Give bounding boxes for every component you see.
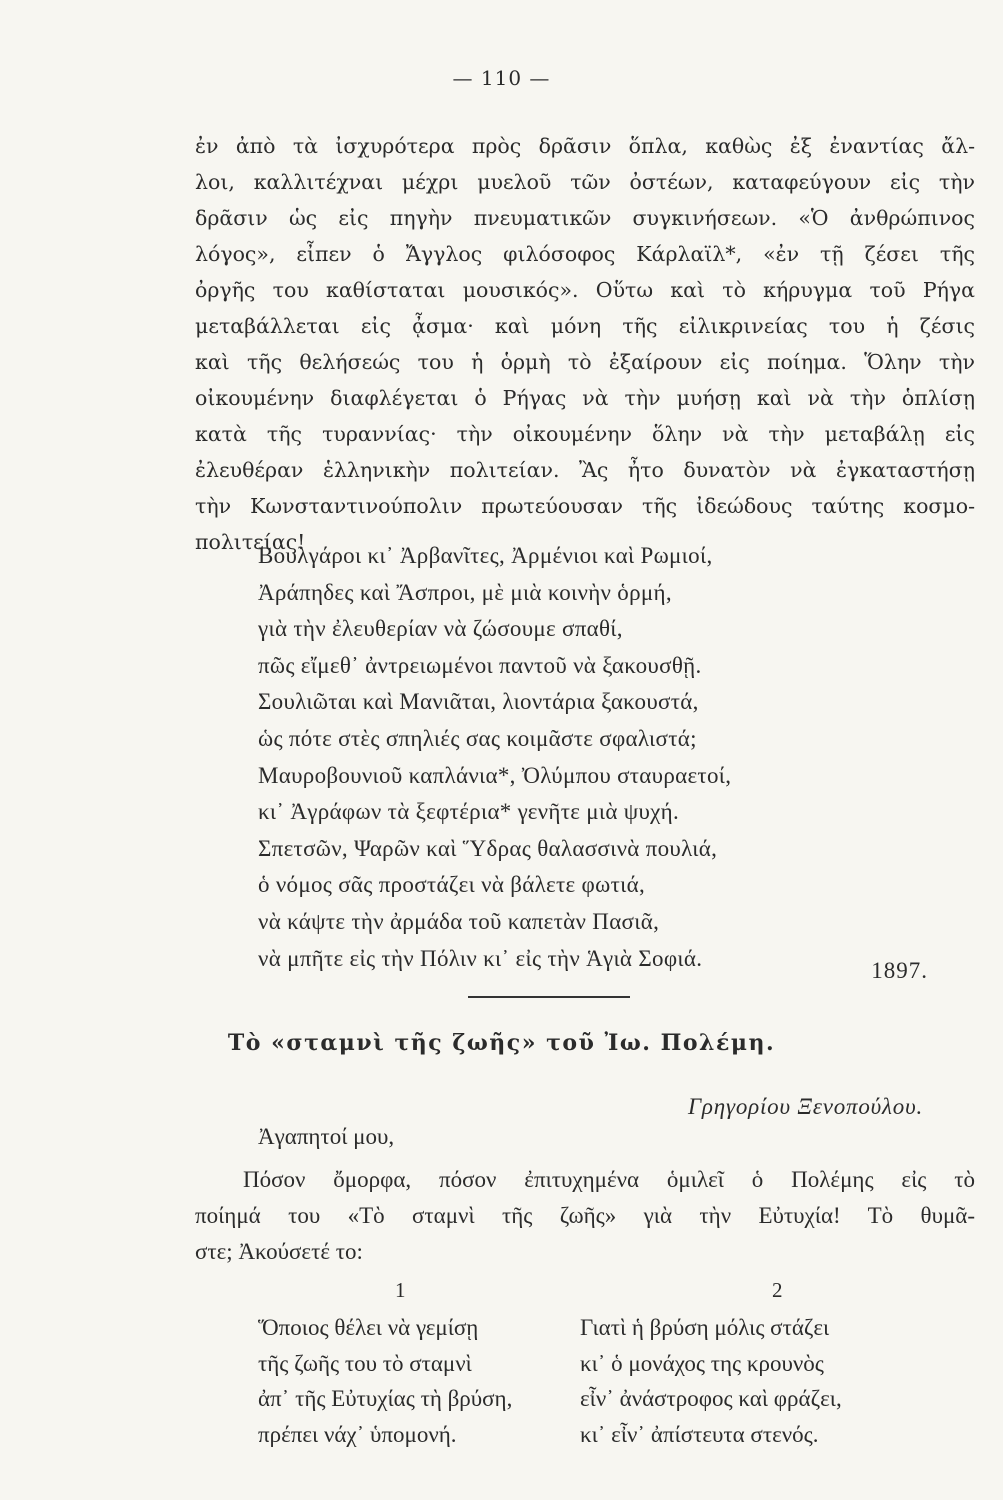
rigas-poem — [258, 538, 731, 977]
stanza-line: ἀπ᾿ τῆς Εὐτυχίας τὴ βρύση, — [258, 1386, 513, 1411]
poem-line: Σουλιῶται καὶ Μανιᾶται, λιοντάρια ξακουστά, — [258, 689, 699, 715]
stanza-1 — [258, 1310, 512, 1452]
stanza-line: κι᾿ εἶν᾿ ἀπίστευτα στενός. — [580, 1421, 819, 1447]
stanza-number-1: 1 — [395, 1278, 406, 1302]
prose-paragraph — [195, 128, 975, 560]
article-title: Τὸ «σταμνὶ τῆς ζωῆς» τοῦ Ἰω. Πολέμη. — [227, 1030, 776, 1056]
poem-line: νὰ μπῆτε εἰς τὴν Πόλιν κι᾿ εἰς τὴν Ἁγιὰ Σοφιά. — [258, 945, 703, 971]
poem-line: ὁ νόμος σᾶς προστάζει νὰ βάλετε φωτιά, — [258, 872, 646, 898]
poem-line: Μαυροβουνιοῦ καπλάνια*, Ὀλύμπου σταυραετοί, — [258, 762, 732, 788]
intro-line: ποίημά του «Τὸ σταμνὶ τῆς ζωῆς» γιὰ τὴν Εὐτυχία! Τὸ θυμᾶ- — [195, 1203, 975, 1228]
stanza-line: κι᾿ ὁ μονάχος της κρουνὸς — [580, 1350, 824, 1376]
poem-line: νὰ κάψτε τὴν ἀρμάδα τοῦ καπετὰν Πασιᾶ, — [258, 908, 660, 934]
poem-line: ὡς πότε στὲς σπηλιές σας κοιμᾶστε σφαλιστά; — [258, 725, 697, 751]
prose-line: οἰκουμένην διαφλέγεται ὁ Ρήγας νὰ τὴν μυήσῃ καὶ νὰ τὴν ὁπλίσῃ — [195, 386, 975, 410]
salutation: Ἀγαπητοί μου, — [258, 1124, 395, 1149]
stanza-line: τῆς ζωῆς του τὸ σταμνὶ — [258, 1350, 472, 1376]
prose-line: ἐν ἀπὸ τὰ ἰσχυρότερα πρὸς δρᾶσιν ὅπλα, καθὼς ἐξ ἐναντίας ἄλ- — [195, 134, 975, 158]
poem-date: 1897. — [871, 958, 928, 983]
prose-line: μεταβάλλεται εἰς ᾆσμα· καὶ μόνη τῆς εἰλικρινείας του ἡ ζέσις — [195, 314, 975, 338]
intro-paragraph — [195, 1162, 975, 1270]
prose-line: ὀργῆς του καθίσταται μουσικός». Οὕτω καὶ τὸ κήρυγμα τοῦ Ρήγα — [195, 278, 975, 302]
prose-line: καὶ τῆς θελήσεώς του ἡ ὁρμὴ τὸ ἐξαίρουν εἰς ποίημα. Ὅλην τὴν — [195, 350, 975, 374]
section-divider — [468, 996, 630, 998]
page-number: — 110 — — [452, 66, 551, 90]
poem-line: Σπετσῶν, Ψαρῶν καὶ Ὕδρας θαλασσινὰ πουλιά, — [258, 835, 718, 861]
stanza-2 — [580, 1310, 842, 1452]
article-author: Γρηγορίου Ξενοπούλου. — [688, 1094, 923, 1119]
stanza-line: πρέπει νάχ᾿ ὑπομονή. — [258, 1421, 457, 1447]
prose-line: τὴν Κωνσταντινούπολιν πρωτεύουσαν τῆς ἰδεώδους ταύτης κοσμο- — [195, 494, 975, 518]
stanza-line: Γιατὶ ἡ βρύση μόλις στάζει — [580, 1315, 830, 1340]
intro-line: στε; Ἀκούσετέ το: — [195, 1239, 363, 1264]
poem-line: κι᾿ Ἀγράφων τὰ ξεφτέρια* γενῆτε μιὰ ψυχή. — [258, 799, 680, 825]
prose-line: δρᾶσιν ὡς εἰς πηγὴν πνευματικῶν συγκινήσεων. «Ὁ ἀνθρώπινος — [195, 206, 975, 230]
prose-line: κατὰ τῆς τυραννίας· τὴν οἰκουμένην ὅλην νὰ τὴν μεταβάλῃ εἰς — [195, 422, 975, 446]
stanza-number-2: 2 — [772, 1278, 783, 1302]
stanza-line: Ὅποιος θέλει νὰ γεμίσῃ — [258, 1315, 479, 1340]
prose-line: λόγος», εἶπεν ὁ Ἄγγλος φιλόσοφος Κάρλαϊλ*, «ἐν τῇ ζέσει τῆς — [195, 242, 975, 266]
poem-line: πῶς εἴμεθ᾿ ἀντρειωμένοι παντοῦ νὰ ξακουσθῇ. — [258, 652, 702, 678]
prose-line: λοι, καλλιτέχναι μέχρι μυελοῦ τῶν ὀστέων, καταφεύγουν εἰς τὴν — [195, 170, 975, 194]
poem-line: Ἀράπηδες καὶ Ἄσπροι, μὲ μιὰ κοινὴν ὁρμή, — [258, 579, 672, 605]
prose-line: πολιτείας! — [195, 530, 306, 554]
stanza-line: εἶν᾿ ἀνάστροφος καὶ φράζει, — [580, 1386, 842, 1411]
intro-line: Πόσον ὄμορφα, πόσον ἐπιτυχημένα ὁμιλεῖ ὁ Πολέμης εἰς τὸ — [243, 1167, 975, 1192]
poem-line: Βουλγάροι κι᾿ Ἀρβανῖτες, Ἀρμένιοι καὶ Ρωμιοί, — [258, 543, 713, 568]
poem-line: γιὰ τὴν ἐλευθερίαν νὰ ζώσουμε σπαθί, — [258, 616, 623, 642]
prose-line: ἐλευθέραν ἑλληνικὴν πολιτείαν. Ἂς ἦτο δυνατὸν νὰ ἐγκαταστήσῃ — [195, 458, 975, 482]
